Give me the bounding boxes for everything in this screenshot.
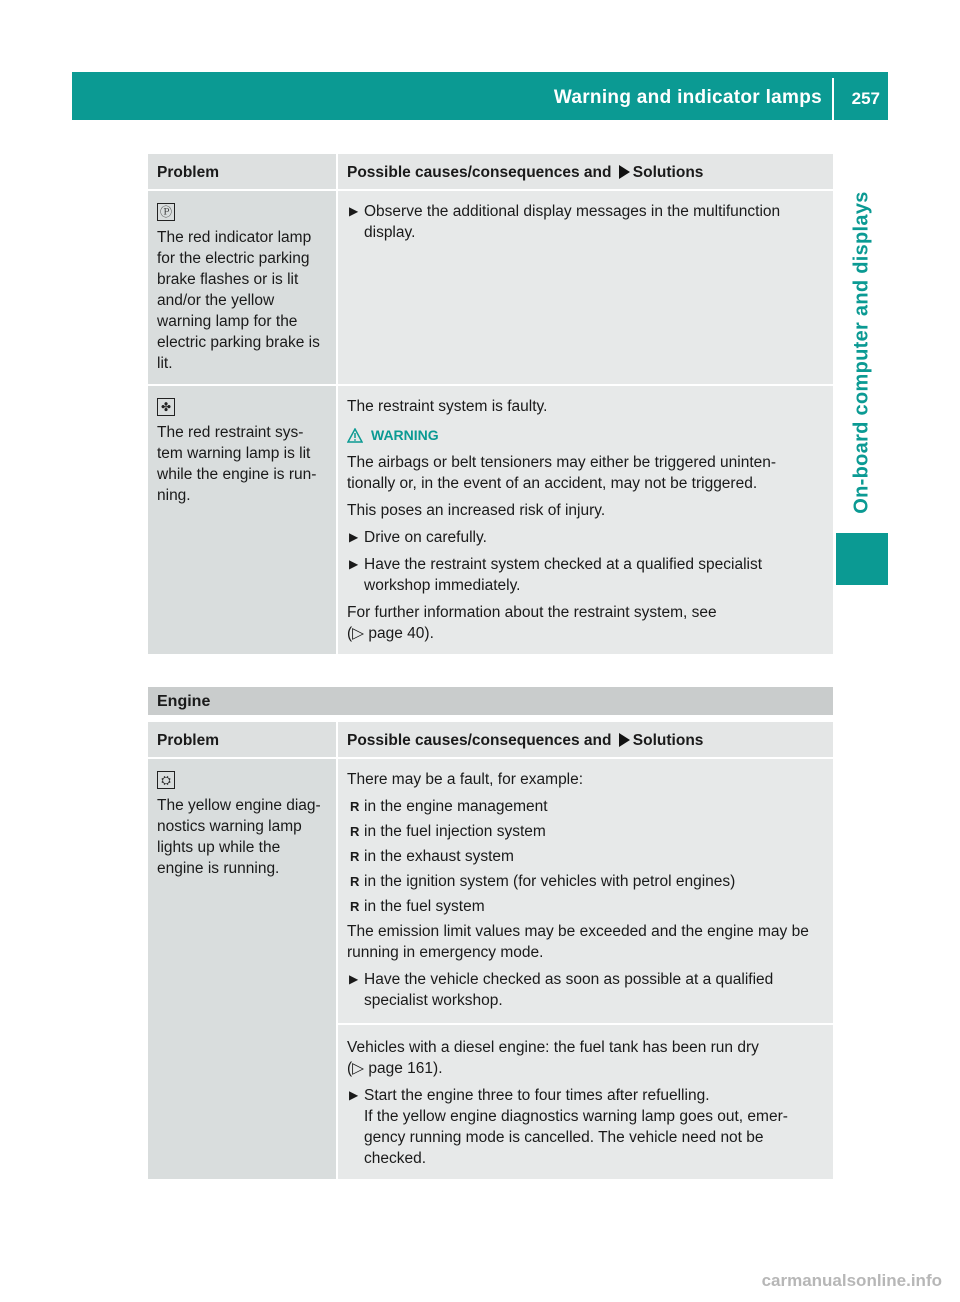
problem-table-engine xyxy=(148,722,833,1179)
list-item: R in the ignition system (for vehicles with petrol engines) xyxy=(350,873,736,890)
action-item: ▶ Observe the additional display messages in the multifunction display. xyxy=(349,203,781,241)
action-arrow-icon: ▶ xyxy=(349,557,359,571)
solution-arrow-icon xyxy=(619,165,630,179)
problem-text: The yellow engine diag-nostics warning lamp lights up while the engine is running. xyxy=(157,797,321,877)
col-problem-header: Problem xyxy=(157,164,220,181)
action-item: ▶ Have the vehicle checked as soon as possible at a qualified specialist workshop. xyxy=(349,971,774,1009)
side-tab xyxy=(836,120,888,584)
action-arrow-icon: ▶ xyxy=(349,1088,359,1102)
page-reference[interactable]: (▷ page 40). xyxy=(347,625,434,642)
list-item: R in the exhaust system xyxy=(350,848,514,865)
side-tab-marker xyxy=(836,533,888,585)
warning-text: The airbags or belt tensioners may either be triggered uninten-tionally or, in the event of an accident, may not be triggered. xyxy=(347,454,777,492)
bullet-icon: R xyxy=(350,799,360,814)
page-reference[interactable]: (▷ page 161). xyxy=(347,1060,443,1077)
col-problem-header: Problem xyxy=(157,732,220,749)
side-tab-label: On-board computer and displays xyxy=(850,190,873,514)
problem-text: The red indicator lamp for the electric parking brake flashes or is lit and/or the yellow warning lamp for the electric parking brake is lit. xyxy=(157,229,320,372)
page-number: 257 xyxy=(851,89,880,108)
chapter-title: Warning and indicator lamps xyxy=(553,87,822,108)
action-item: ▶ Start the engine three to four times after refuelling. If the yellow engine diagnostics warning lamp goes out, emer-gency running mode is cancelled. The vehicle need not be checked. xyxy=(349,1087,788,1167)
action-item: ▶ Drive on carefully. xyxy=(349,529,487,546)
solution-arrow-icon xyxy=(619,733,630,747)
table-row xyxy=(148,758,833,1179)
risk-text: This poses an increased risk of injury. xyxy=(347,502,606,519)
table-row xyxy=(148,190,833,385)
warning-triangle-icon xyxy=(347,428,363,443)
warning-heading: WARNING xyxy=(347,425,824,446)
action-item: ▶ Have the restraint system checked at a qualified specialist workshop immediately. xyxy=(349,556,763,594)
action-arrow-icon: ▶ xyxy=(349,972,359,986)
list-item: R in the engine management xyxy=(350,798,548,815)
col-solutions-header: Possible causes/consequences and Solutions xyxy=(347,164,704,181)
problem-table-1 xyxy=(148,154,833,654)
action-arrow-icon: ▶ xyxy=(349,530,359,544)
table-header xyxy=(148,722,833,758)
engine-diagnostics-icon: ⛭ xyxy=(157,771,175,789)
solution-separator xyxy=(338,1023,833,1169)
cause-text: The restraint system is faulty. xyxy=(347,398,548,415)
bullet-icon: R xyxy=(350,874,360,889)
bullet-icon: R xyxy=(350,849,360,864)
section-title: Engine xyxy=(157,693,211,710)
further-info: For further information about the restraint system, see (▷ page 40). xyxy=(347,604,717,642)
table-row xyxy=(148,385,833,654)
emission-text: The emission limit values may be exceeded and the engine may be running in emergency mode. xyxy=(347,923,809,961)
chapter-header xyxy=(72,72,888,120)
section-bar-engine xyxy=(148,687,833,715)
parking-brake-icon: Ⓟ xyxy=(157,203,175,221)
bullet-icon: R xyxy=(350,899,360,914)
action-detail: If the yellow engine diagnostics warning lamp goes out, emer-gency running mode is cancelled. The vehicle need not be checked. xyxy=(364,1108,788,1167)
bullet-icon: R xyxy=(350,824,360,839)
header-divider xyxy=(832,78,834,120)
table-header xyxy=(148,154,833,190)
cause-text: There may be a fault, for example: xyxy=(347,771,584,788)
list-item: R in the fuel system xyxy=(350,898,485,915)
diesel-cause: Vehicles with a diesel engine: the fuel tank has been run dry (▷ page 161). xyxy=(347,1039,759,1077)
col-solutions-header: Possible causes/consequences and Solutions xyxy=(347,732,704,749)
restraint-system-icon: ✤ xyxy=(157,398,175,416)
list-item: R in the fuel injection system xyxy=(350,823,546,840)
problem-text: The red restraint sys-tem warning lamp is lit while the engine is run-ning. xyxy=(157,424,317,504)
action-arrow-icon: ▶ xyxy=(349,204,359,218)
watermark: carmanualsonline.info xyxy=(761,1271,942,1290)
